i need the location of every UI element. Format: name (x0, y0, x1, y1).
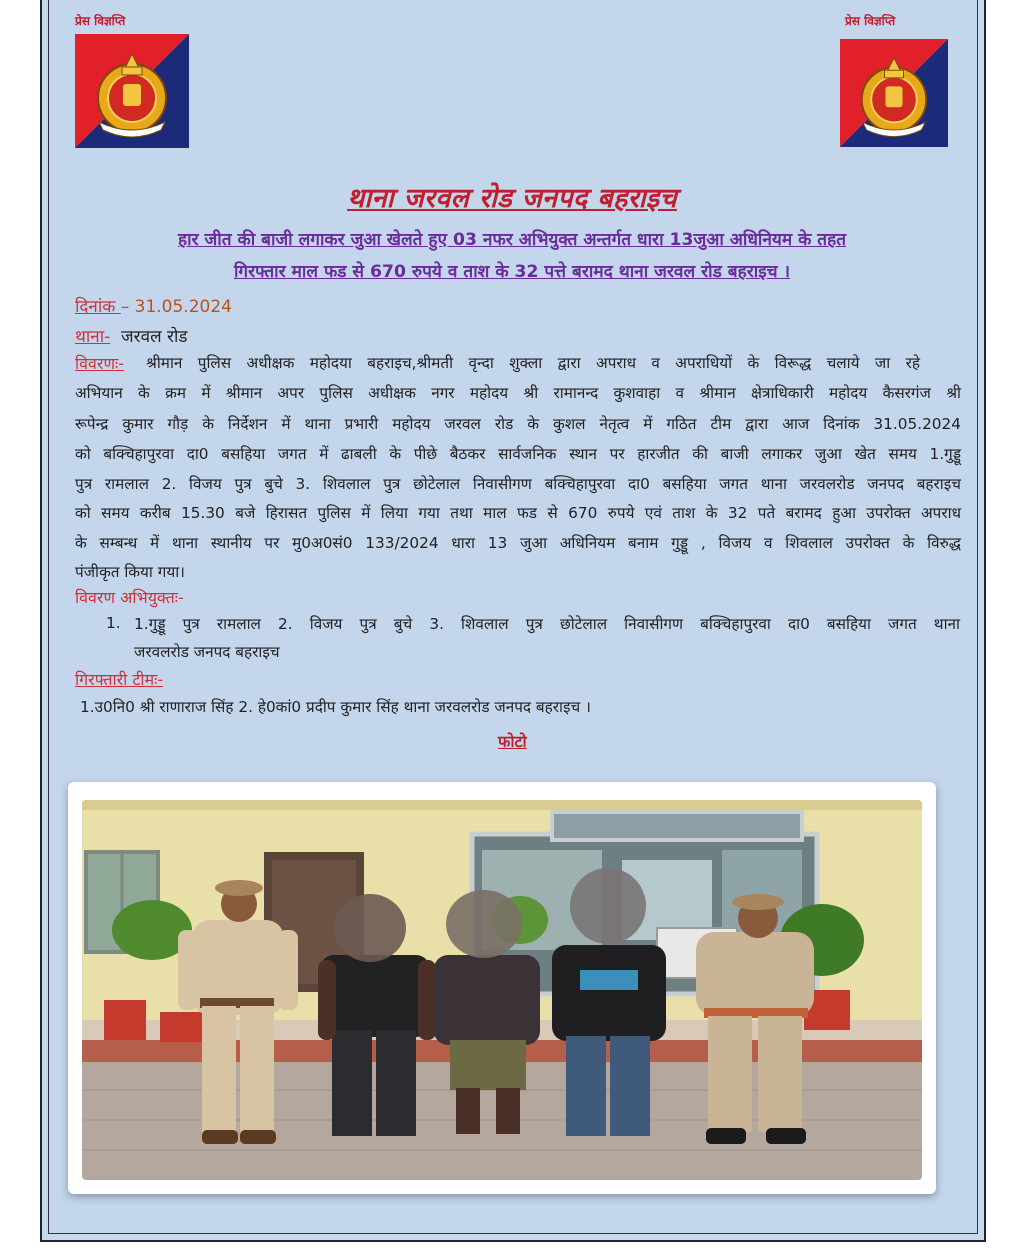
details-line-8: पंजीकृत किया गया। (75, 563, 185, 581)
station-label: थाना- (75, 327, 111, 347)
headline-line-2: गिरफ्तार माल फड से 670 रुपये व ताश के 32 पत्ते बरामद थाना जरवल रोड बहराइच । (233, 262, 791, 282)
station-title: थाना जरवल रोड जनपद बहराइच (347, 183, 677, 214)
arrest-photo (82, 800, 922, 1180)
details-label: विवरणः- (75, 354, 125, 373)
team-text: 1.उ0नि0 श्री राणाराज सिंह 2. हे0कां0 प्रदीप कुमार सिंह थाना जरवलरोड जनपद बहराइच । (80, 698, 591, 716)
details-line-7: के सम्बन्ध में थाना स्थानीय पर मु0अ0सं0 133/2024 धारा 13 जुआ अधिनियम बनाम गुड्डू , विजय व शिवलाल उपरोक्त के विरुद्ध (75, 534, 961, 552)
details-line-5: पुत्र रामलाल 2. विजय पुत्र बुचे 3. शिवलाल पुत्र छोटेलाल निवासीगण बक्चिहापुरवा दा0 बसहिया जगत थाना जरवलरोड जनपद बहराइच (75, 475, 961, 493)
arrest-photo-illustration (82, 800, 922, 1180)
press-release-label-right: प्रेस विज्ञप्ति (845, 14, 896, 28)
station-value: जरवल रोड (110, 327, 188, 347)
photo-label: फोटो (498, 732, 527, 751)
details-line-4: को बक्चिहापुरवा दा0 बसहिया जगत में ढाबली के पीछे बैठकर सार्वजनिक स्थान पर हारजीत की बाजी लगाकर जुआ खेत समय 1.गुड्डू (75, 445, 961, 463)
accused-line-2: जरवलरोड जनपद बहराइच (134, 643, 280, 661)
station-row (75, 324, 187, 347)
accused-number: 1. (106, 614, 121, 632)
details-line-1: श्रीमान पुलिस अधीक्षक महोदया बहराइच,श्रीमती वृन्दा शुक्ला द्वारा अपराध व अपराधियों के विरूद्ध चलाये जा रहे (146, 354, 920, 372)
details-line-3: रूपेन्द्र कुमार गौड़ के निर्देशन में थाना प्रभारी महोदय जरवल रोड के कुशल नेतृत्व में गठित टीम द्वारा आज दिनांक 31.05.2024 (75, 415, 961, 433)
headline-line-1: हार जीत की बाजी लगाकर जुआ खेलते हुए 03 नफर अभियुक्त अन्तर्गत धारा 13जुआ अधिनियम के तहत (177, 230, 847, 250)
team-label: गिरफ्तारी टीमः- (75, 670, 164, 689)
accused-line-1: 1.गुड्डू पुत्र रामलाल 2. विजय पुत्र बुचे 3. शिवलाल पुत्र छोटेलाल निवासीगण बक्चिहापुरवा दा0 बसहिया जगत थाना (134, 615, 960, 633)
date-row (75, 294, 232, 317)
details-line-2: अभियान के क्रम में श्रीमान अपर पुलिस अधीक्षक नगर महोदय श्री रामानन्द कुशवाहा व श्रीमान क्षेत्राधिकारी महोदय कैसरगंज श्री (75, 384, 961, 402)
up-police-logo-left (75, 34, 189, 148)
up-police-logo-right (840, 34, 948, 152)
date-value: – 31.05.2024 (120, 297, 232, 317)
details-line-6: को समय करीब 15.30 बजे हिरासत पुलिस में लिया गया तथा माल फड से 670 रुपये एवं ताश के 32 पते बरामद हुआ उपरोक्त अपराध (75, 504, 961, 522)
accused-label: विवरण अभियुक्तः- (75, 588, 184, 607)
press-release-label-left: प्रेस विज्ञप्ति (75, 14, 126, 28)
date-label: दिनांक (75, 297, 121, 317)
